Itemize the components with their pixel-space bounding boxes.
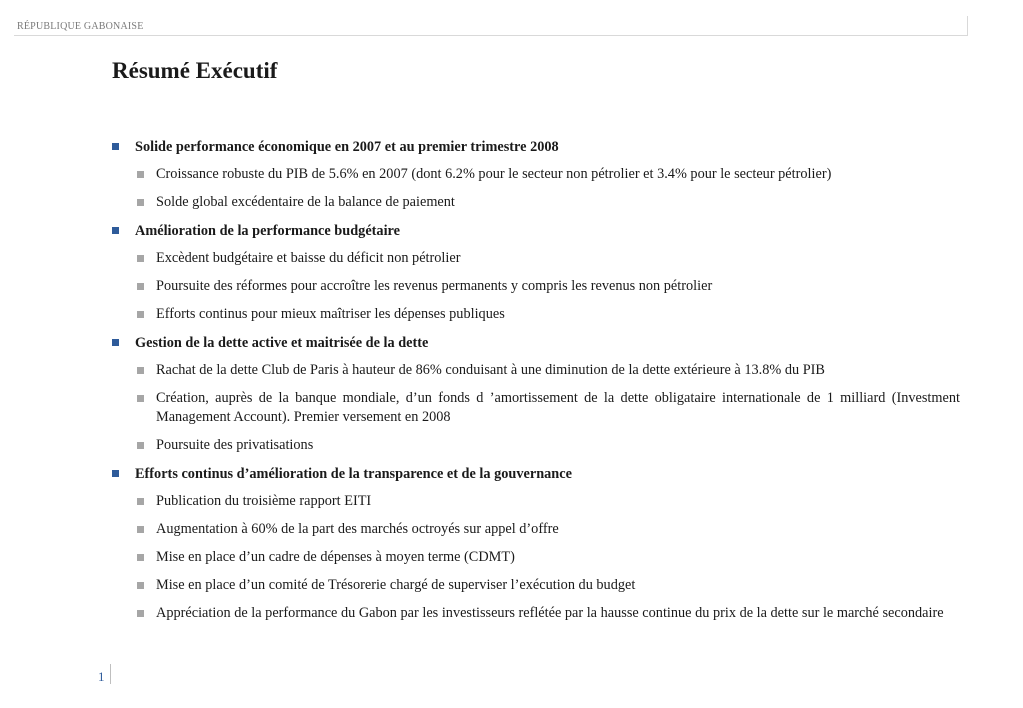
square-bullet-icon bbox=[112, 470, 119, 477]
header-label: RÉPUBLIQUE GABONAISE bbox=[17, 21, 144, 32]
page-title: Résumé Exécutif bbox=[112, 58, 278, 83]
section-title-text: Efforts continus d’amélioration de la transparence et de la gouvernance bbox=[135, 465, 572, 482]
section-budget-performance bbox=[112, 217, 960, 329]
square-bullet-icon bbox=[137, 554, 144, 561]
section-title bbox=[112, 460, 960, 488]
list-item bbox=[112, 245, 960, 273]
list-item bbox=[112, 189, 960, 217]
header-divider bbox=[14, 35, 967, 36]
section-transparency-governance bbox=[112, 460, 960, 628]
sub-list bbox=[112, 161, 960, 217]
summary-content bbox=[112, 133, 960, 628]
list-item-text: Rachat de la dette Club de Paris à hauteur de 86% conduisant à une diminution de la dette extérieure à 13.8% du PIB bbox=[156, 362, 825, 378]
section-title bbox=[112, 329, 960, 357]
list-item bbox=[112, 385, 960, 432]
section-debt-management bbox=[112, 329, 960, 460]
section-title-text: Gestion de la dette active et maitrisée de la dette bbox=[135, 334, 429, 351]
list-item-text: Mise en place d’un cadre de dépenses à moyen terme (CDMT) bbox=[156, 549, 515, 565]
square-bullet-icon bbox=[137, 283, 144, 290]
square-bullet-icon bbox=[112, 143, 119, 150]
list-item bbox=[112, 161, 960, 189]
square-bullet-icon bbox=[112, 339, 119, 346]
list-item-text: Création, auprès de la banque mondiale, d’un fonds d ’amortissement de la dette obligataire internationale de 1 milliard (Investment Management Account). Premier versement en 2008 bbox=[156, 390, 960, 425]
list-item bbox=[112, 572, 960, 600]
section-list bbox=[112, 133, 960, 628]
list-item bbox=[112, 516, 960, 544]
list-item-text: Efforts continus pour mieux maîtriser les dépenses publiques bbox=[156, 306, 505, 322]
page-number: 1 bbox=[98, 669, 105, 684]
section-title bbox=[112, 217, 960, 245]
list-item-text: Augmentation à 60% de la part des marchés octroyés sur appel d’offre bbox=[156, 521, 559, 537]
sub-list bbox=[112, 245, 960, 329]
square-bullet-icon bbox=[137, 311, 144, 318]
square-bullet-icon bbox=[137, 395, 144, 402]
square-bullet-icon bbox=[112, 227, 119, 234]
list-item-text: Croissance robuste du PIB de 5.6% en 2007 (dont 6.2% pour le secteur non pétrolier et 3.4% pour le secteur pétrolier) bbox=[156, 166, 832, 182]
square-bullet-icon bbox=[137, 171, 144, 178]
list-item bbox=[112, 600, 960, 628]
list-item bbox=[112, 432, 960, 460]
list-item-text: Mise en place d’un comité de Trésorerie chargé de superviser l’exécution du budget bbox=[156, 577, 636, 593]
sub-list bbox=[112, 488, 960, 628]
square-bullet-icon bbox=[137, 610, 144, 617]
footer-divider bbox=[110, 664, 111, 684]
header-corner-mark bbox=[967, 16, 968, 36]
square-bullet-icon bbox=[137, 498, 144, 505]
list-item-text: Publication du troisième rapport EITI bbox=[156, 493, 372, 509]
square-bullet-icon bbox=[137, 442, 144, 449]
list-item bbox=[112, 357, 960, 385]
list-item bbox=[112, 301, 960, 329]
square-bullet-icon bbox=[137, 367, 144, 374]
list-item bbox=[112, 488, 960, 516]
section-economic-performance bbox=[112, 133, 960, 217]
list-item bbox=[112, 273, 960, 301]
sub-list bbox=[112, 357, 960, 460]
square-bullet-icon bbox=[137, 526, 144, 533]
list-item bbox=[112, 544, 960, 572]
list-item-text: Poursuite des privatisations bbox=[156, 437, 314, 453]
list-item-text: Excèdent budgétaire et baisse du déficit non pétrolier bbox=[156, 250, 461, 266]
section-title bbox=[112, 133, 960, 161]
square-bullet-icon bbox=[137, 582, 144, 589]
list-item-text: Solde global excédentaire de la balance de paiement bbox=[156, 194, 455, 210]
section-title-text: Solide performance économique en 2007 et au premier trimestre 2008 bbox=[135, 138, 559, 155]
list-item-text: Appréciation de la performance du Gabon par les investisseurs reflétée par la hausse continue du prix de la dette sur le marché secondaire bbox=[156, 605, 944, 621]
square-bullet-icon bbox=[137, 255, 144, 262]
list-item-text: Poursuite des réformes pour accroître les revenus permanents y compris les revenus non pétrolier bbox=[156, 278, 713, 294]
section-title-text: Amélioration de la performance budgétaire bbox=[135, 222, 400, 239]
square-bullet-icon bbox=[137, 199, 144, 206]
